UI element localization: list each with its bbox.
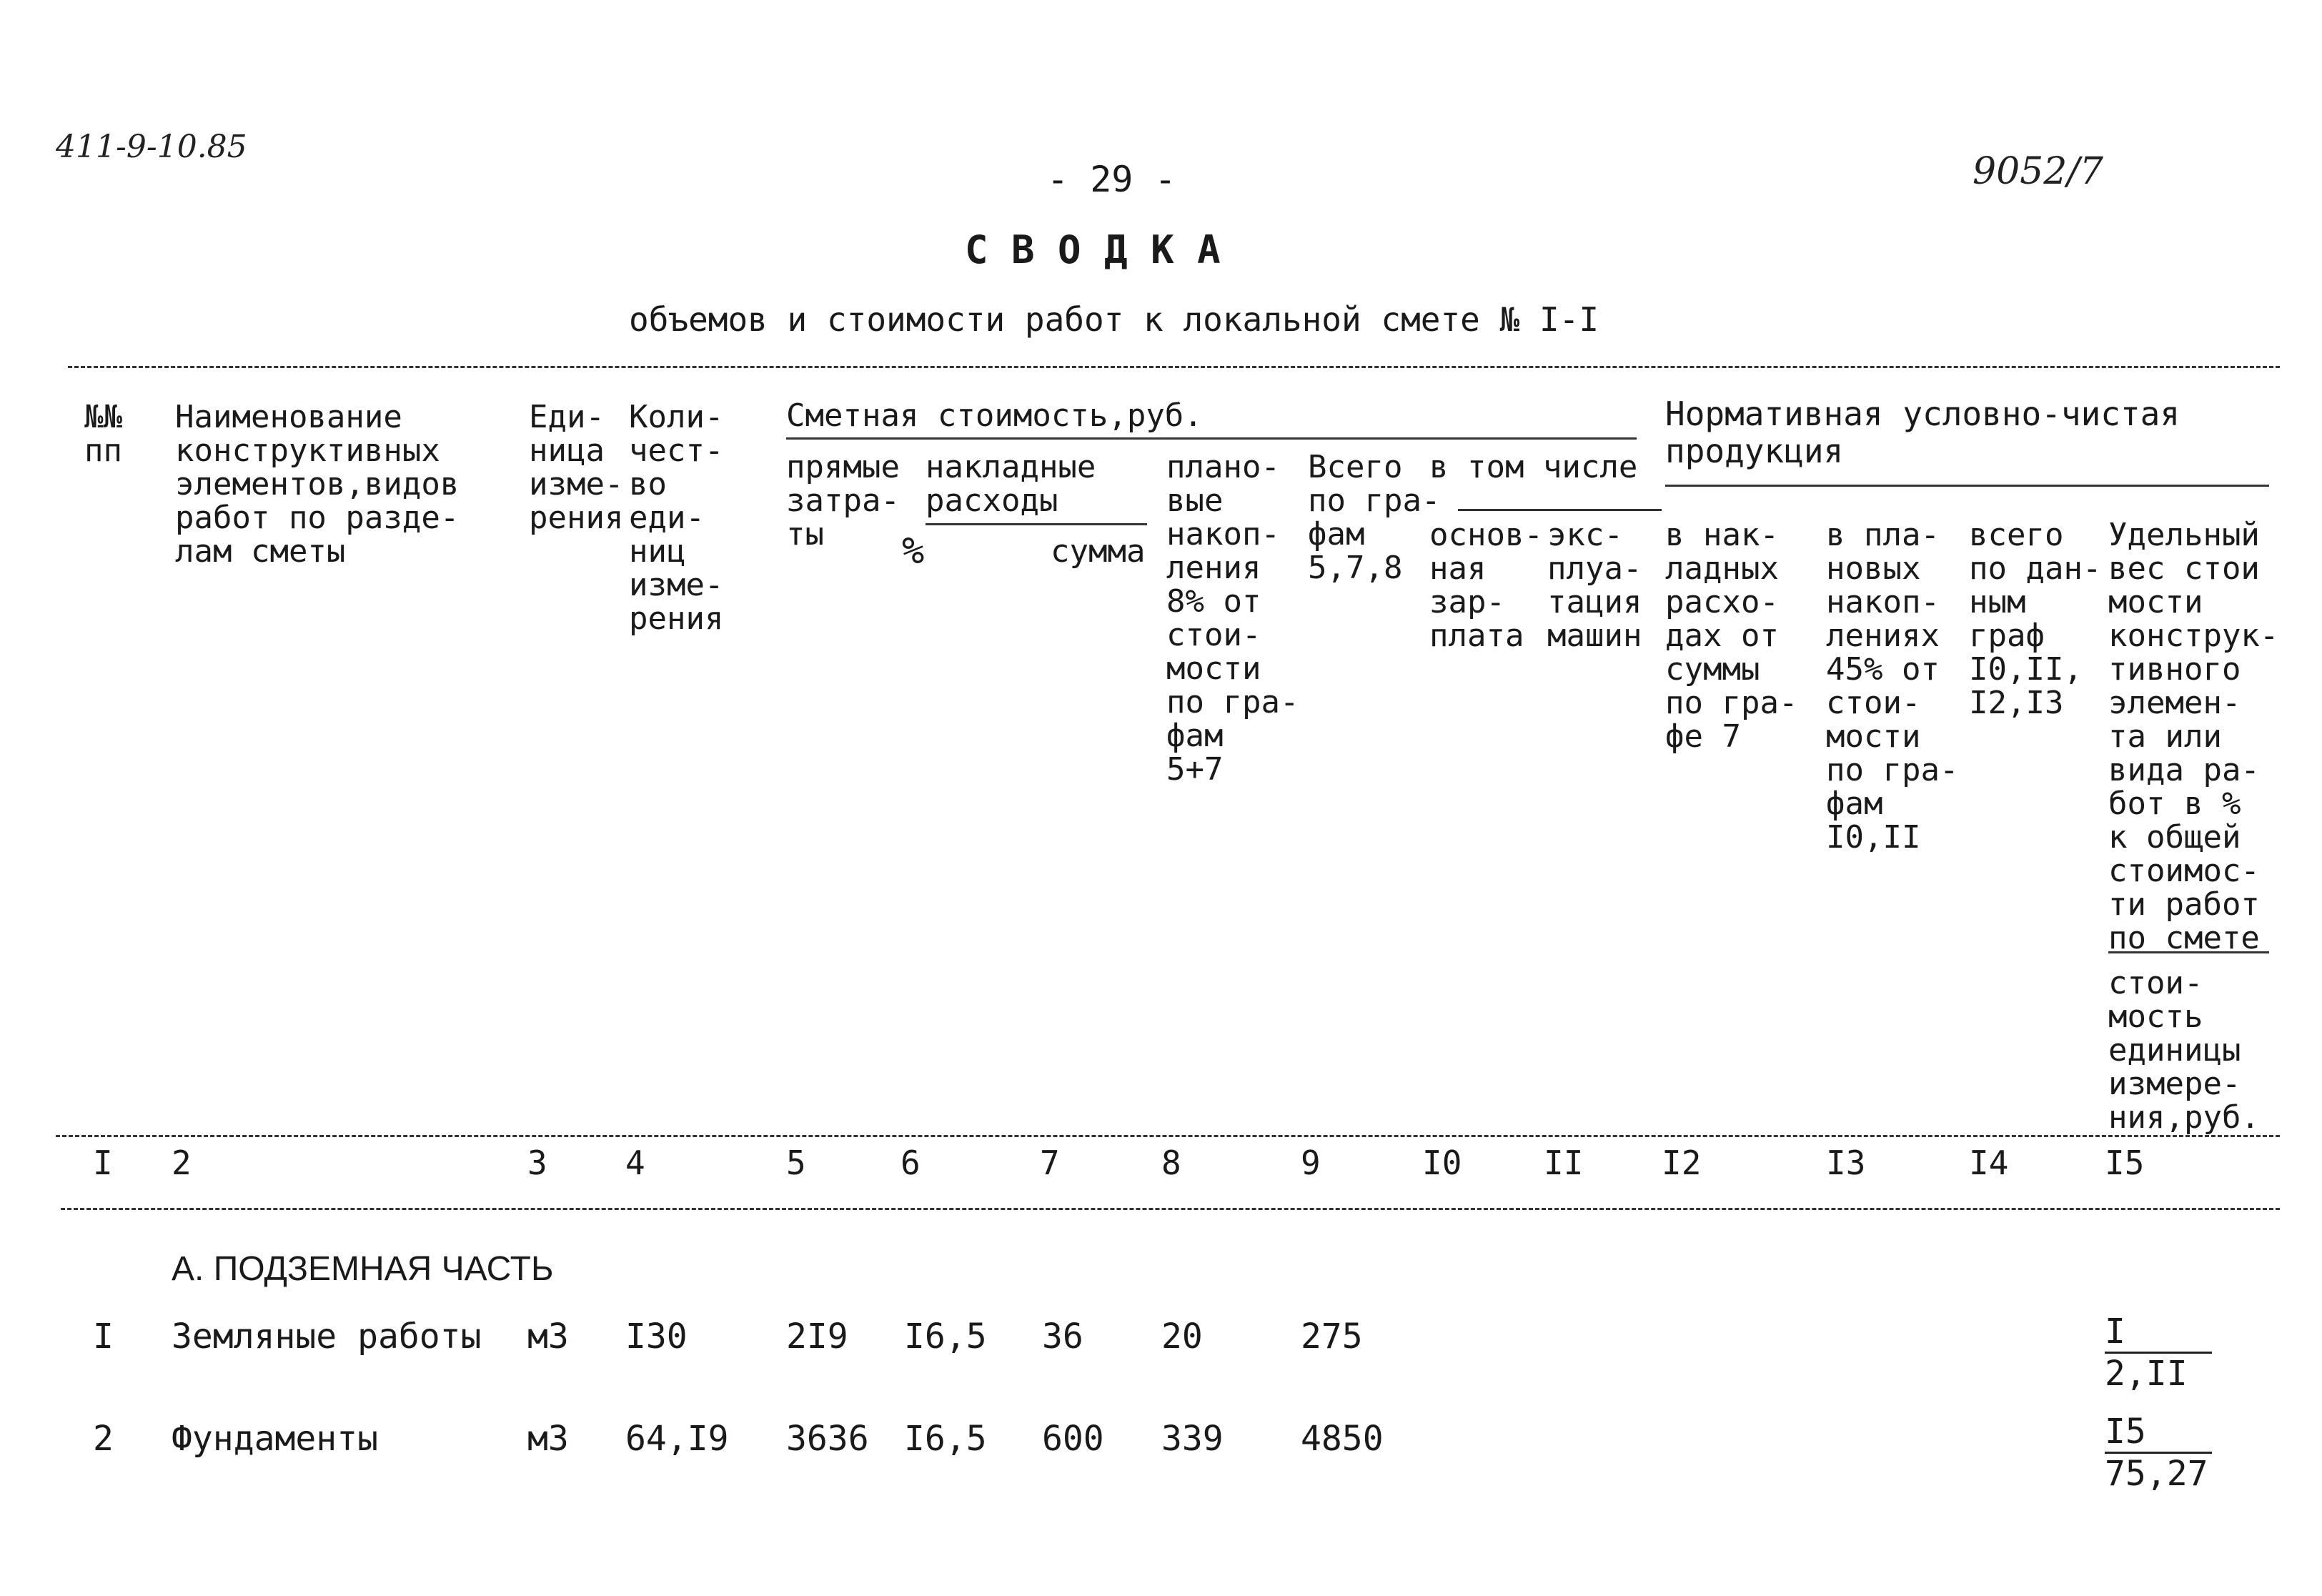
normative-group-rule [1665,485,2269,487]
row-2-quantity: 64,I9 [625,1419,729,1459]
column-number-12: I2 [1662,1144,1702,1182]
column-number-8: 8 [1161,1144,1181,1182]
row-1-planned-savings: 20 [1161,1317,1203,1357]
header-overhead-sum: сумма [1051,533,1146,570]
row-2-name: Фундаменты [172,1419,378,1459]
row-1-direct-costs: 2I9 [786,1317,848,1357]
document-subtitle: объемов и стоимости работ к локальной смете № I-I [629,300,1599,339]
header-unit-cost: стои- мость единицы измере- ния,руб. [2108,965,2260,1136]
column-number-5: 5 [786,1144,806,1182]
header-normative-total: всего по дан- ным граф I0,II, I2,I3 [1969,517,2102,721]
row-2-direct-costs: 3636 [786,1419,869,1459]
column-number-9: 9 [1301,1144,1321,1182]
column-numbers-bottom-rule [61,1208,2280,1210]
header-machine-operation: экс- плуа- тация машин [1547,517,1642,654]
section-title: А. ПОДЗЕМНАЯ ЧАСТЬ [172,1250,554,1288]
column-number-1: I [93,1144,113,1182]
column-number-3: 3 [527,1144,547,1182]
row-1-total: 275 [1301,1317,1363,1357]
cost-group-rule [786,437,1637,440]
column-number-6: 6 [900,1144,921,1182]
header-normative-group: Нормативная условно-чистая продукция [1665,395,2180,470]
page-number: - 29 - [1047,159,1176,200]
row-1-name: Земляные работы [172,1317,482,1357]
header-total: Всего по гра- фам 5,7,8 [1308,449,1441,586]
header-row-number: №№ пп [84,399,122,469]
header-normative-overhead: в нак- ладных расхо- дах от суммы по гра- фе 7 [1665,517,1798,755]
column-number-15: I5 [2105,1144,2145,1182]
row-2-overhead-percent: I6,5 [904,1419,987,1459]
overhead-rule [926,523,1147,525]
row-1-unit-cost: 2,II [2105,1354,2188,1394]
header-including-group: в том числе [1429,449,1638,485]
document-code-left: 411-9-10.85 [56,129,247,165]
row-2-number: 2 [93,1419,114,1459]
column-number-7: 7 [1040,1144,1060,1182]
row-1-number: I [93,1317,114,1357]
row-2-total: 4850 [1301,1419,1384,1459]
column-number-11: II [1544,1144,1584,1182]
row-2-share [2105,1412,2212,1494]
document-title: С В О Д К А [965,227,1221,272]
header-overhead-percent: % [902,530,925,573]
header-planned-savings: плано- вые накоп- ления 8% от стои- мости по гра- фам 5+7 [1166,449,1299,788]
column-number-4: 4 [625,1144,645,1182]
document-code-right: 9052/7 [1973,150,2103,193]
header-unit: Еди- ница изме- рения [529,399,624,536]
column-number-14: I4 [1969,1144,2009,1182]
row-1-share [2105,1312,2212,1394]
header-cost-group: Сметная стоимость,руб. [786,397,1203,434]
row-2-share-percent: I5 [2105,1412,2212,1454]
column-number-13: I3 [1826,1144,1866,1182]
header-normative-planned: в пла- новых накоп- лениях 45% от стои- мости по гра- фам I0,II [1826,517,1959,856]
row-2-unit: м3 [527,1419,569,1459]
header-base-salary: основ- ная зар- плата [1429,517,1543,654]
table-top-rule [68,366,2280,368]
row-2-overhead-sum: 600 [1042,1419,1104,1459]
row-2-planned-savings: 339 [1161,1419,1224,1459]
row-1-overhead-sum: 36 [1042,1317,1083,1357]
row-1-quantity: I30 [625,1317,688,1357]
header-bottom-rule [56,1135,2280,1137]
row-2-unit-cost: 75,27 [2105,1454,2208,1494]
including-rule [1458,509,1662,511]
header-direct-costs: прямые затра- ты [786,449,900,552]
header-overhead-group: накладные расходы [926,449,1096,519]
row-1-overhead-percent: I6,5 [904,1317,987,1357]
header-share-percent: Удельный вес стои мости конструк- тивного элемен- та или вида ра- бот в % к общей стоимос- ти работ по смете [2108,517,2279,956]
column-number-10: I0 [1422,1144,1462,1182]
header-quantity: Коли- чест- во еди- ниц изме- рения [629,399,724,637]
header-name: Наименование конструктивных элементов,видов работ по разде- лам сметы [175,399,460,570]
column-number-2: 2 [172,1144,192,1182]
share-divider-rule [2108,951,2269,953]
row-1-unit: м3 [527,1317,569,1357]
row-1-share-percent: I [2105,1312,2212,1354]
